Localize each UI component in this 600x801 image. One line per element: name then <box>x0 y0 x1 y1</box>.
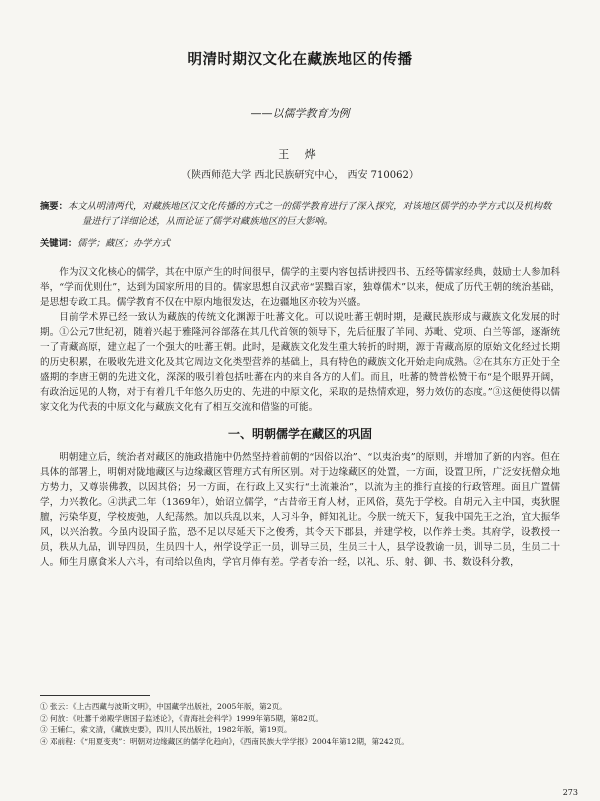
author-affiliation: （陕西师范大学 西北民族研究中心， 西安 710062） <box>181 170 419 181</box>
footnote-3: ③ 王辅仁，索文清，《藏族史要》，四川人民出版社，1982年版，第19页。 <box>40 725 292 734</box>
author-name: 王 烨 <box>278 148 322 161</box>
page-number: 273 <box>562 788 578 797</box>
footnotes <box>40 695 560 747</box>
footnote-divider <box>40 695 150 696</box>
abstract <box>40 199 560 229</box>
keywords-label: 关键词： <box>40 238 78 249</box>
body-paragraph-1: 作为汉文化核心的儒学，其在中原产生的时间很早，儒学的主要内容包括讲授四书、五经等儒家经典，鼓励士人参加科举，“学而优则仕”，达到为国家所用的目的。儒家思想自汉武帝“罢黜百家，独尊儒术”以来，便成了历代王朝的统治基础，是思想专政工具。儒学教育不仅在中原内地很发达，在边疆地区亦较为兴盛。 <box>40 267 560 308</box>
article-subtitle: ——以儒学教育为例 <box>250 107 350 120</box>
abstract-label: 摘要： <box>40 201 68 212</box>
article <box>40 30 560 570</box>
footnote-2: ② 何放：《吐蕃千弟殿学唐国子监述论》，《青海社会科学》1999年第5期，第82页。 <box>40 713 324 723</box>
body-paragraph-2: 目前学术界已经一致认为藏族的传统文化渊源于吐蕃文化。可以说吐蕃王朝时期，是藏民族形成与藏族文化发展的时期。①公元7世纪初，随着兴起于雅隆河谷部落在其几代首领的领导下，先后征服了羊同、苏毗、党项、白兰等部，逐渐统一了青藏高原，建立起了一个强大的吐蕃王朝。此时，是藏族文化发生重大转折的时期，源于青藏高原的原始文化经过长期的历史积累，在吸收先进文化及其它周边文化类型营养的基础上，具有特色的藏族文化开始走向成熟。②在其东方正处于全盛期的李唐王朝的先进文化，深深的吸引着包括吐蕃在内的来自各方的人们。而且，吐蕃的赞普松赞干布“是个眼界开阔，有政治远见的人物，对于有着几千年悠久历史的、先进的中原文化，采取的是热情欢迎，努力效仿的态度。”③这便使得以儒家文化为代表的中原文化与藏族文化有了相互交流和借鉴的可能。 <box>40 312 560 413</box>
section-heading: 一、明朝儒学在藏区的巩固 <box>227 427 372 441</box>
keywords-text: 儒学；藏区；办学方式 <box>77 238 171 249</box>
footnote-1: ① 张云：《上古西藏与波斯文明》，中国藏学出版社，2005年版，第2页。 <box>40 702 287 711</box>
abstract-text: 本文从明清两代，对藏族地区汉文化传播的方式之一的儒学教育进行了深入探究，对该地区儒学的办学方式以及机构数量进行了详细论述，从而论证了儒学对藏族地区的巨大影响。 <box>67 201 552 227</box>
body-paragraph-3: 明朝建立后，统治者对藏区的施政措施中仍然坚持着前朝的“因俗以治”、“以夷治夷”的原则，并增加了新的内容。但在具体的部署上，明朝对陇地藏区与边缘藏区管理方式有所区别。对于边缘藏区的处置，一方面，设置卫所，广泛安抚僧众地方势力，又尊崇佛教，以因其俗；另一方面，在行政上又实行“土流兼治”，以流为主的推行直接的行政管理。面且广置儒学，力兴教化。④洪武二年（1369年），始诏立儒学，“古昔帝王育人材，正风俗，莫先于学校。自胡元入主中国，夷狄腥膻，污染华夏，学校废弛，人纪荡然。加以兵乱以来，人习斗争，鲜知礼让。今朕一统天下，复我中国先王之治，宜大振华风，以兴治教。今虽内设国子监，恐不足以尽延天下之俊秀，其令天下郡县，并建学校，以作养士类。其府学，设教授一员，秩从九品，训导四员，生员四十人，州学设学正一员，训导三员，生员三十人，县学设教谕一员，训导二员，生员二十人。师生月廪食米人六斗，有司给以鱼肉，学官月俸有差。学者专治一经，以礼、乐、射、御、书、数设科分教， <box>40 452 560 568</box>
footnote-4: ④ 邓前程：《“用夏变夷”：明朝对边缘藏区的儒学化趋向》，《西南民族大学学报》2004年第12期，第242页。 <box>40 736 409 746</box>
keywords <box>40 235 560 249</box>
article-title: 明清时期汉文化在藏族地区的传播 <box>187 52 413 68</box>
